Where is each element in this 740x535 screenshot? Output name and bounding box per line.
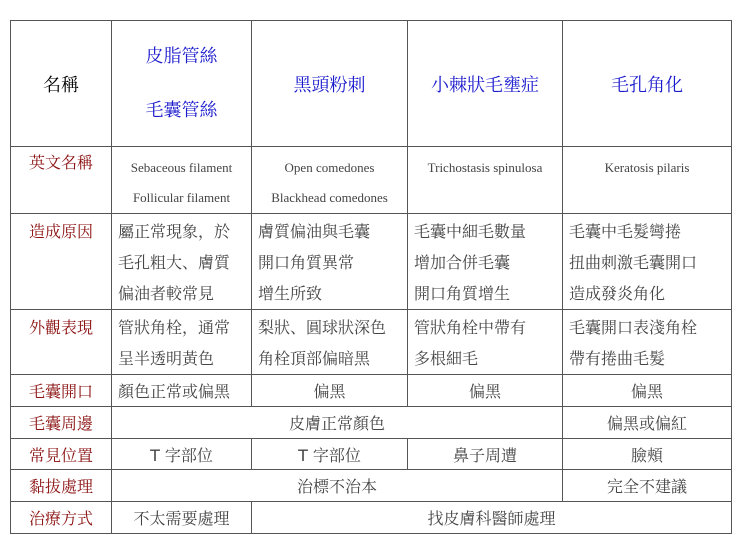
row-label: 造成原因	[11, 214, 112, 310]
table-row	[11, 439, 732, 470]
cell-line: 增生所致	[258, 284, 323, 303]
cell	[408, 214, 563, 310]
table-row	[11, 470, 732, 502]
table-row	[11, 375, 732, 407]
cell-line: 增加合併毛囊	[414, 253, 511, 272]
cell: 找皮膚科醫師處理	[252, 502, 732, 534]
cell-line: 多根細毛	[414, 349, 479, 368]
cell	[563, 310, 732, 375]
cell: 鼻子周遭	[408, 439, 563, 470]
cell	[112, 310, 252, 375]
cell: 不太需要處理	[112, 502, 252, 534]
header-name: 名稱	[11, 21, 112, 147]
row-label: 常見位置	[11, 439, 112, 470]
cell-line: 管狀角栓中帶有	[414, 318, 527, 337]
cell: 顏色正常或偏黑	[112, 375, 252, 407]
row-label: 治療方式	[11, 502, 112, 534]
cell-line: 帶有捲曲毛髮	[569, 349, 666, 368]
cell-line: 膚質偏油與毛囊	[258, 222, 371, 241]
row-label: 外觀表現	[11, 310, 112, 375]
header-col1-line1: 皮脂管絲	[145, 45, 218, 67]
table-row	[11, 407, 732, 439]
cell-line: 偏油者較常見	[118, 284, 215, 303]
cell-line: 毛孔粗大、膚質	[118, 253, 231, 272]
header-col1-line2: 毛囊管絲	[145, 99, 218, 121]
cell: T 字部位	[112, 439, 252, 470]
cell	[408, 310, 563, 375]
cell: Trichostasis spinulosa	[408, 147, 563, 214]
cell	[563, 214, 732, 310]
cell-line: Follicular filament	[132, 190, 231, 205]
header-keratosis: 毛孔角化	[563, 21, 732, 147]
cell-line: Open comedones	[284, 160, 375, 175]
cell: 偏黑	[252, 375, 408, 407]
cell	[252, 214, 408, 310]
cell-line: Blackhead comedones	[271, 190, 388, 205]
table-row	[11, 147, 732, 214]
cell: 偏黑	[408, 375, 563, 407]
cell: 皮膚正常顏色	[112, 407, 563, 439]
cell-line: 毛囊中毛髮彎捲	[569, 222, 682, 241]
table-row	[11, 310, 732, 375]
cell	[112, 214, 252, 310]
cell: 臉頰	[563, 439, 732, 470]
cell: 完全不建議	[563, 470, 732, 502]
cell-line: 呈半透明黃色	[118, 349, 215, 368]
cell	[252, 147, 408, 214]
cell-line: 梨狀、圓球狀深色	[258, 318, 387, 337]
cell-line: 造成發炎角化	[569, 284, 666, 303]
cell: Keratosis pilaris	[563, 147, 732, 214]
table-row	[11, 502, 732, 534]
row-label: 毛囊周邊	[11, 407, 112, 439]
cell-line: 毛囊開口表淺角栓	[569, 318, 698, 337]
table-row	[11, 214, 732, 310]
cell-line: 開口角質異常	[258, 253, 355, 272]
row-label: 英文名稱	[11, 147, 112, 214]
cell: 偏黑或偏紅	[563, 407, 732, 439]
cell: 偏黑	[563, 375, 732, 407]
cell	[112, 147, 252, 214]
header-row	[11, 21, 732, 147]
header-blackhead: 黑頭粉刺	[252, 21, 408, 147]
cell-line: 屬正常現象，於	[118, 222, 231, 241]
cell: T 字部位	[252, 439, 408, 470]
row-label: 黏拔處理	[11, 470, 112, 502]
cell-line: Sebaceous filament	[130, 160, 233, 175]
cell-line: 扭曲刺激毛囊開口	[569, 253, 698, 272]
cell-line: 角栓頂部偏暗黑	[258, 349, 371, 368]
cell: 治標不治本	[112, 470, 563, 502]
cell-line: 開口角質增生	[414, 284, 511, 303]
cell	[252, 310, 408, 375]
cell-line: 管狀角栓，通常	[118, 318, 231, 337]
cell-line: 毛囊中細毛數量	[414, 222, 527, 241]
header-sebaceous-filament	[112, 21, 252, 147]
header-trichostasis: 小棘狀毛壅症	[408, 21, 563, 147]
comparison-table	[10, 20, 732, 534]
row-label: 毛囊開口	[11, 375, 112, 407]
